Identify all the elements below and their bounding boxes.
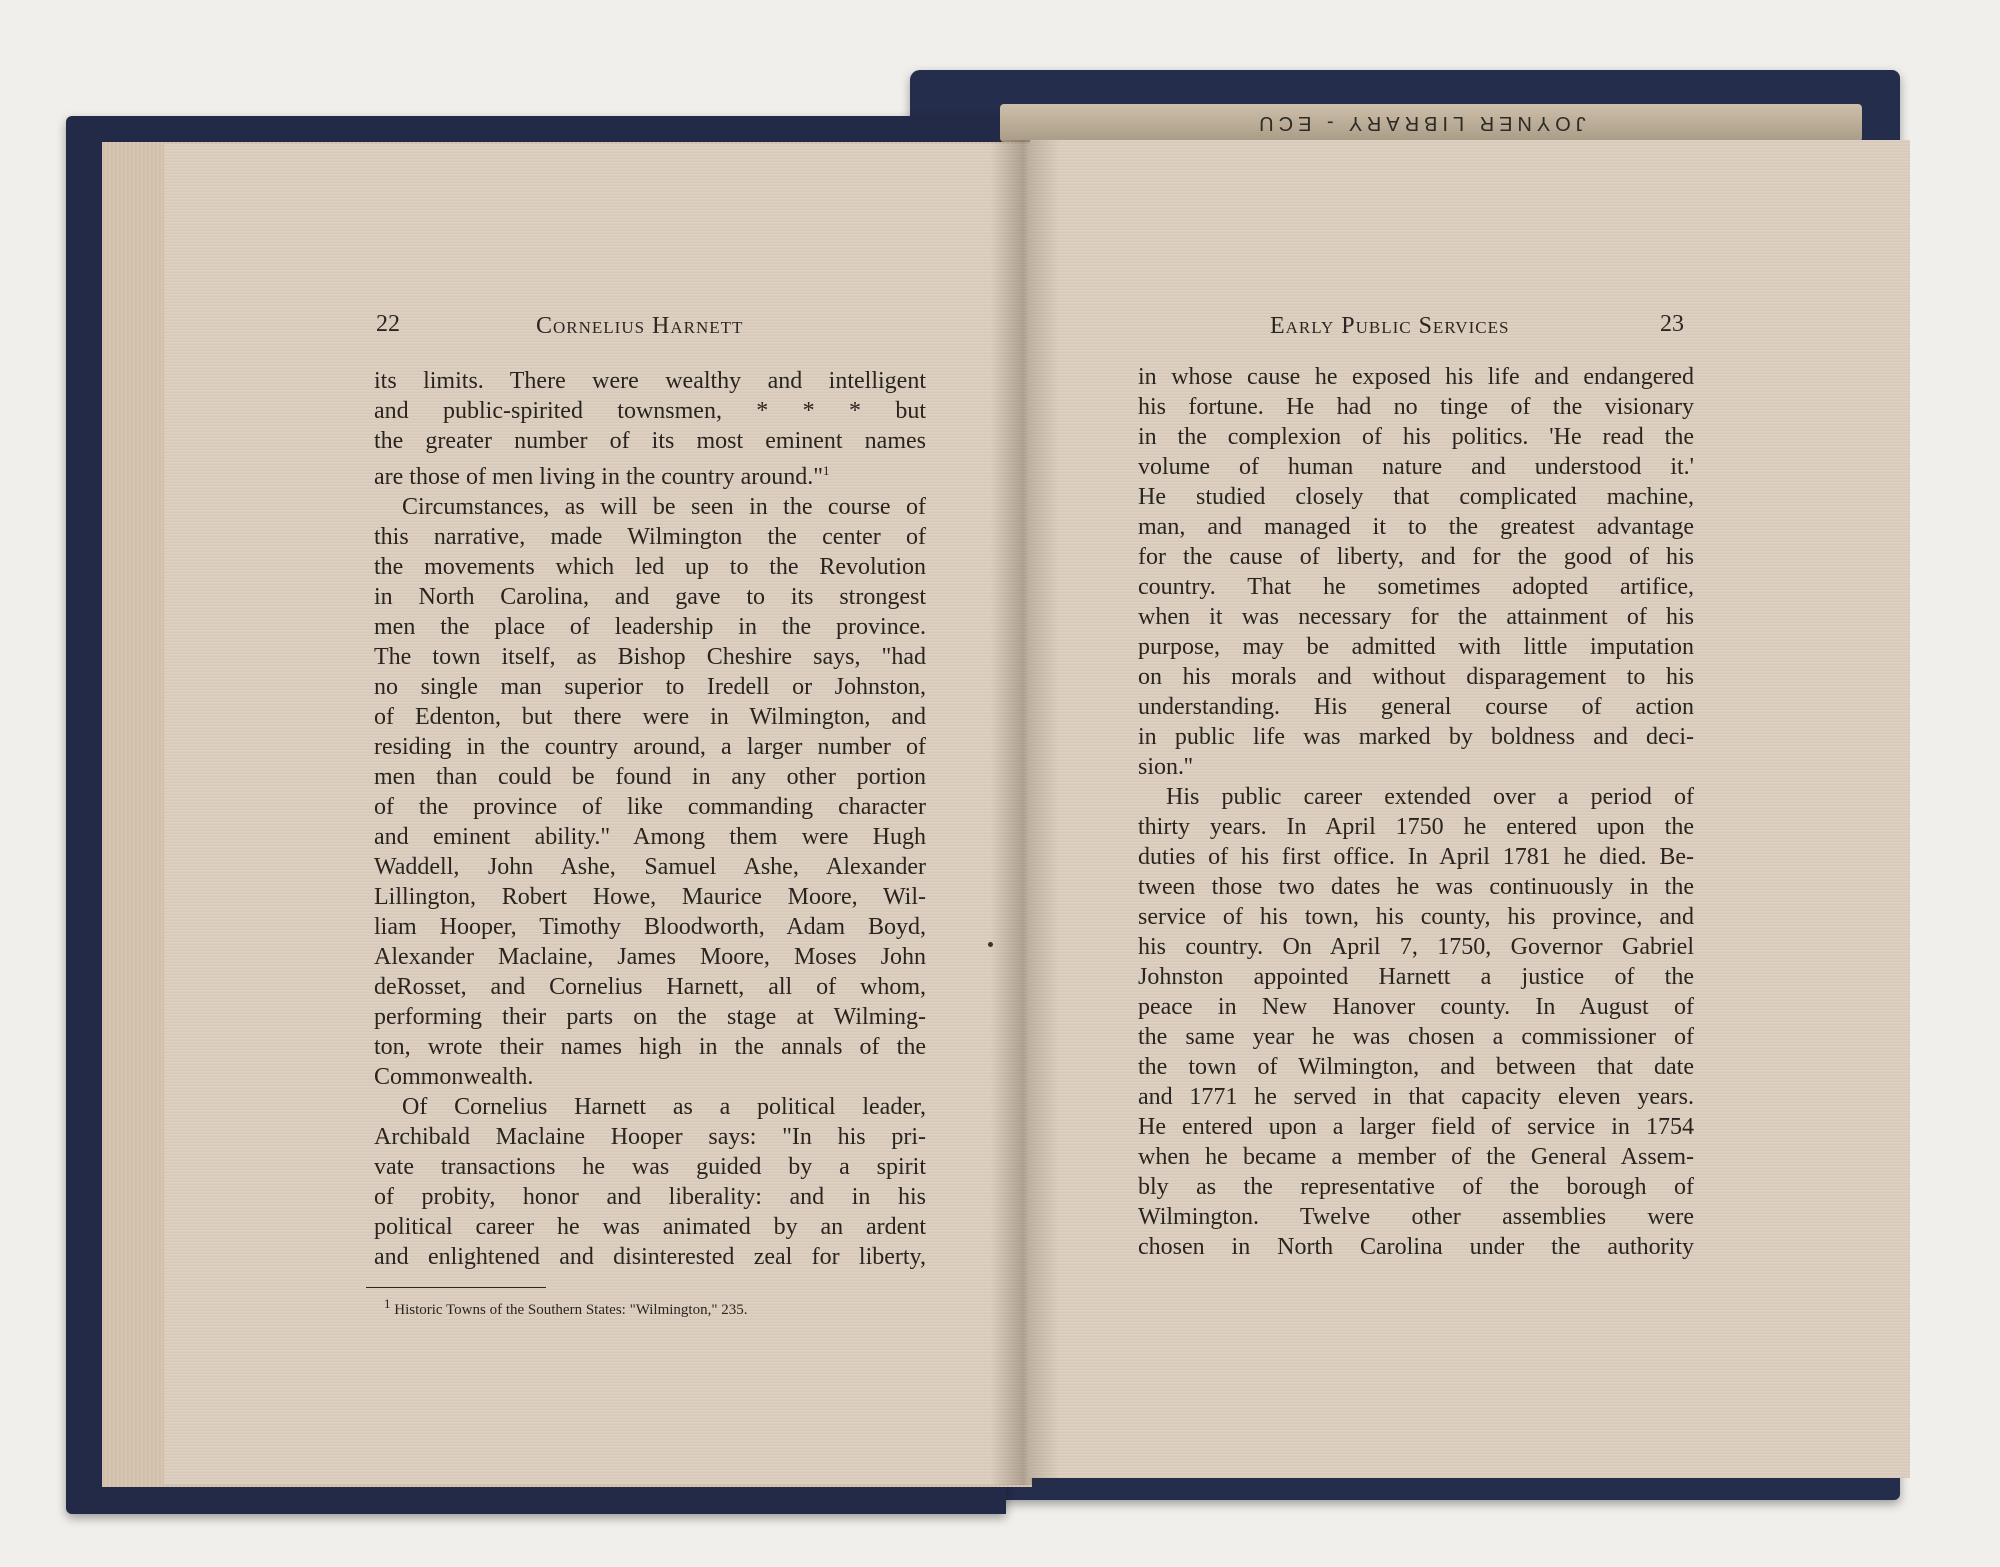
text-line: on his morals and without disparagement to his	[1138, 664, 1694, 690]
text-line: for the cause of liberty, and for the good of his	[1138, 544, 1694, 570]
text-line: of probity, honor and liberality: and in his	[374, 1184, 926, 1210]
text-line: chosen in North Carolina under the authority	[1138, 1234, 1694, 1260]
text-line: the greater number of its most eminent names	[374, 428, 926, 454]
text-line: service of his town, his county, his province, and	[1138, 904, 1694, 930]
text-line: country. That he sometimes adopted artifice,	[1138, 574, 1694, 600]
text-line: performing their parts on the stage at Wilming-	[374, 1004, 926, 1030]
text-line: in whose cause he exposed his life and endangered	[1138, 364, 1694, 390]
text-line: and public-spirited townsmen, * * * but	[374, 398, 926, 424]
text-line: political career he was animated by an ardent	[374, 1214, 926, 1240]
library-stamp: JOYNER LIBRARY - ECU	[1254, 112, 1586, 134]
text-line: thirty years. In April 1750 he entered upon the	[1138, 814, 1694, 840]
text-line: this narrative, made Wilmington the center of	[374, 524, 926, 550]
text-line: men the place of leadership in the province.	[374, 614, 926, 640]
text-line: of the province of like commanding character	[374, 794, 926, 820]
text-line: Of Cornelius Harnett as a political leader,	[402, 1094, 926, 1120]
text-line: understanding. His general course of action	[1138, 694, 1694, 720]
text-line: in North Carolina, and gave to its strongest	[374, 584, 926, 610]
text-line: ton, wrote their names high in the annals of the	[374, 1034, 926, 1060]
footnote-divider	[366, 1287, 546, 1288]
text-line: residing in the country around, a larger number of	[374, 734, 926, 760]
right-running-head: Early Public Services	[1270, 313, 1510, 339]
text-line: bly as the representative of the borough of	[1138, 1174, 1694, 1200]
text-line: purpose, may be admitted with little imputation	[1138, 634, 1694, 660]
right-page-number: 23	[1660, 311, 1684, 337]
text-line: and 1771 he served in that capacity eleven years.	[1138, 1084, 1694, 1110]
text-line: and enlightened and disinterested zeal for liberty,	[374, 1244, 926, 1270]
text-line: Waddell, John Ashe, Samuel Ashe, Alexander	[374, 854, 926, 880]
text-line: in the complexion of his politics. 'He read the	[1138, 424, 1694, 450]
right-body-text	[1138, 362, 1694, 1262]
text-line: its limits. There were wealthy and intelligent	[374, 368, 926, 394]
text-line: when it was necessary for the attainment of his	[1138, 604, 1694, 630]
text-line: of Edenton, but there were in Wilmington, and	[374, 704, 926, 730]
text-line: deRosset, and Cornelius Harnett, all of whom,	[374, 974, 926, 1000]
text-line: tween those two dates he was continuously in the	[1138, 874, 1694, 900]
footnote-ref: 1	[823, 463, 830, 478]
text-line: man, and managed it to the greatest advantage	[1138, 514, 1694, 540]
text-line-content: are those of men living in the country around."	[374, 464, 824, 490]
text-line: He studied closely that complicated machine,	[1138, 484, 1694, 510]
text-line: Wilmington. Twelve other assemblies were	[1138, 1204, 1694, 1230]
text-line: peace in New Hanover county. In August of	[1138, 994, 1694, 1020]
text-line: men than could be found in any other portion	[374, 764, 926, 790]
text-line: his fortune. He had no tinge of the visionary	[1138, 394, 1694, 420]
text-line: Lillington, Robert Howe, Maurice Moore, Wil-	[374, 884, 926, 910]
text-line: Alexander Maclaine, James Moore, Moses John	[374, 944, 926, 970]
text-line: liam Hooper, Timothy Bloodworth, Adam Boyd,	[374, 914, 926, 940]
text-line: His public career extended over a period of	[1166, 784, 1694, 810]
text-line: volume of human nature and understood it.'	[1138, 454, 1694, 480]
margin-mark	[988, 942, 993, 947]
text-line: Commonwealth.	[374, 1064, 534, 1090]
text-line: vate transactions he was guided by a spirit	[374, 1154, 926, 1180]
text-line: when he became a member of the General Assem-	[1138, 1144, 1694, 1170]
text-line: Circumstances, as will be seen in the course of	[402, 494, 926, 520]
text-line: the town of Wilmington, and between that date	[1138, 1054, 1694, 1080]
left-body-text	[374, 366, 926, 1272]
text-line: and eminent ability." Among them were Hugh	[374, 824, 926, 850]
text-line: the same year he was chosen a commissioner of	[1138, 1024, 1694, 1050]
text-line: in public life was marked by boldness and deci-	[1138, 724, 1694, 750]
text-line: sion.''	[1138, 754, 1193, 780]
footnote	[384, 1294, 747, 1320]
text-line: Archibald Maclaine Hooper says: "In his pri-	[374, 1124, 926, 1150]
text-line: no single man superior to Iredell or Johnston,	[374, 674, 926, 700]
left-page-number: 22	[376, 311, 400, 337]
footnote-text: Historic Towns of the Southern States: "Wilmington," 235.	[394, 1302, 748, 1318]
footnote-marker: 1	[384, 1296, 391, 1311]
text-line	[374, 456, 926, 492]
text-line: The town itself, as Bishop Cheshire says, "had	[374, 644, 926, 670]
text-line: duties of his first office. In April 1781 he died. Be-	[1138, 844, 1694, 870]
text-line: the movements which led up to the Revolution	[374, 554, 926, 580]
text-line: Johnston appointed Harnett a justice of the	[1138, 964, 1694, 990]
left-running-head: Cornelius Harnett	[536, 313, 744, 339]
text-line: his country. On April 7, 1750, Governor Gabriel	[1138, 934, 1694, 960]
text-line: He entered upon a larger field of service in 1754	[1138, 1114, 1694, 1140]
